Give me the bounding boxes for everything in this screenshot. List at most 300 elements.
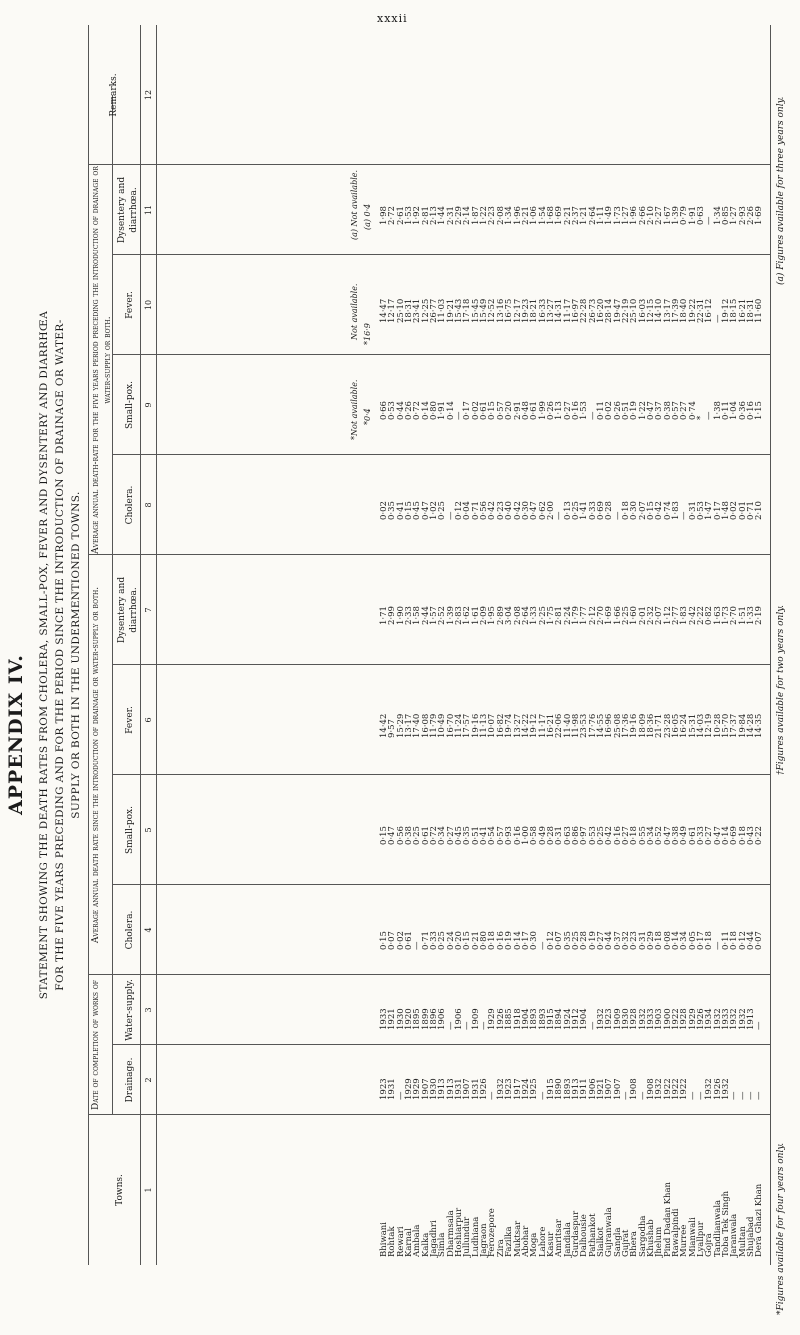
since-fever-row: 13·17 [404,713,415,738]
before-smallpox-row: — [704,411,715,420]
before-cholera-row: 1·48 [721,501,732,520]
water-supply-row: 1912 [570,1008,581,1030]
drainage-row: 1913 [570,1078,581,1100]
since-smallpox-row: 0·45 [454,826,465,845]
since-cholera-row: 0·32 [620,931,631,950]
not-available-note-2: Not available. [350,283,359,340]
since-cholera-row: 0·44 [604,931,615,950]
before-cholera-row: — [679,511,690,520]
water-supply-row: 1913 [746,1008,757,1030]
before-fever-row: 17·18 [462,298,473,323]
since-smallpox-row: 0·14 [721,826,732,845]
town-row: Rewari [395,1226,406,1257]
since-cholera-row: 0·19 [587,931,598,950]
remarks-header: Remarks. [109,73,119,117]
drainage-row: 1915 [545,1078,556,1100]
since-smallpox-row: 0·69 [729,826,740,845]
drainage-row: 1917 [512,1078,523,1100]
since-smallpox-row: 0·56 [395,826,406,845]
footnote-two-years: †Figures available for two years only. [776,605,786,775]
water-supply-row: 1895 [412,1008,423,1030]
towns-column [380,1182,764,1257]
before-fever-row: 26·77 [429,298,440,323]
before-dysentery-row: — [704,216,715,225]
before-cholera-row: 0·40 [504,501,515,520]
drainage-row: — [620,1091,631,1100]
before-cholera-column [380,501,764,520]
since-cholera-column [380,931,764,950]
town-row: Jagraon [479,1223,490,1257]
since-smallpox-row: 0·51 [470,826,481,845]
before-smallpox-row: 0·36 [737,401,748,420]
drainage-row: 1923 [379,1078,389,1100]
since-cholera-row: 0·80 [479,931,490,950]
before-fever-row: 16·12 [704,298,715,323]
since-cholera-row: 0·15 [379,931,389,950]
before-smallpox-row: 0·26 [612,401,623,420]
since-dysentery-row: 1·90 [395,606,406,625]
since-dysentery-row: 2·08 [512,606,523,625]
before-fever-row: 12·17 [512,298,523,323]
before-smallpox-row: 1·15 [754,401,765,420]
since-dysentery-row: 1·12 [662,606,673,625]
since-dysentery-row: 2·70 [595,606,606,625]
sep-water [88,974,770,975]
since-fever-row: 11·24 [454,713,465,738]
since-cholera-row: 0·18 [729,931,740,950]
drainage-row: — [687,1091,698,1100]
since-cholera-row: 0·20 [454,931,465,950]
footnote-three-years: (a) Figures available for three years only. [776,96,786,285]
before-cholera-row: 0·71 [746,501,757,520]
col-num-4: 4 [144,927,153,933]
since-fever-row: 19·84 [737,713,748,738]
since-smallpox-row: 0·18 [629,826,640,845]
since-smallpox-row: 0·61 [687,826,698,845]
since-cholera-row: 0·71 [420,931,431,950]
since-fever-row: 11·40 [562,713,573,738]
water-supply-row: 1932 [637,1008,648,1030]
water-supply-row: 1920 [404,1008,415,1030]
since-dysentery-row: 2·25 [620,606,631,625]
since-dysentery-row: 1·58 [412,606,423,625]
since-dysentery-row: 2·83 [454,606,465,625]
before-fever-row: 18·31 [404,298,415,323]
since-dysentery-row: 2·52 [437,606,448,625]
before-dysentery-row: 2·21 [520,206,531,225]
since-dysentery-row: 1·33 [529,606,540,625]
before-fever-row: 15·45 [470,298,481,323]
since-fever-row: 11·17 [537,713,548,738]
since-cholera-row: 0·17 [520,931,531,950]
before-fever-row: 16·03 [637,298,648,323]
since-smallpox-row: 0·25 [595,826,606,845]
since-dysentery-row: 1·62 [462,606,473,625]
town-row: Sargodha [637,1215,648,1257]
since-dysentery-row: 1·57 [429,606,440,625]
water-supply-row: 1930 [620,1008,631,1030]
before-cholera-row: 0·56 [479,501,490,520]
town-row: Pind Dadan Khan [662,1182,673,1257]
before-dysentery-row: 1·21 [579,206,590,225]
since-fever-row: 14·35 [754,713,765,738]
since-smallpox-row: 0·38 [404,826,415,845]
before-smallpox-row: 0·15 [487,401,498,420]
water-supply-row: 1904 [520,1008,531,1030]
before-dysentery-row: 1·67 [662,206,673,225]
before-smallpox-row: 0·20 [504,401,515,420]
drainage-row: — [637,1091,648,1100]
before-dysentery-row: 2·37 [570,206,581,225]
table-top-rule [88,25,89,1265]
since-fever-row: 14·28 [746,713,757,738]
town-row: Simla [437,1232,448,1257]
before-dysentery-row: 2·14 [462,206,473,225]
before-cholera-row: 0·69 [595,501,606,520]
since-fever-row: 16·08 [420,713,431,738]
since-dysentery-row: 2·70 [729,606,740,625]
since-smallpox-row: 0·38 [671,826,682,845]
before-cholera-row: 1·83 [671,501,682,520]
water-supply-row: 1926 [495,1008,506,1030]
water-supply-row: 1929 [487,1008,498,1030]
col-num-7: 7 [144,607,153,613]
since-cholera-row: 0·27 [595,931,606,950]
before-smallpox-row: 0·11 [721,401,732,420]
col-num-3: 3 [144,1007,153,1013]
since-fever-row: 19·16 [629,713,640,738]
since-dysentery-row: 2·42 [687,606,698,625]
before-dysentery-row: 1·92 [412,206,423,225]
before-cholera-row: 0·42 [512,501,523,520]
before-fever-row: 22·19 [620,298,631,323]
water-supply-row: 1932 [737,1008,748,1030]
since-fever-row: 19·12 [529,713,540,738]
drainage-row: 1911 [579,1078,590,1100]
since-smallpox-row: 0·93 [504,826,515,845]
col-num-11: 11 [144,204,153,216]
since-smallpox-row: 0·53 [587,826,598,845]
before-smallpox-row: 0·16 [746,401,757,420]
water-supply-row: 1923 [604,1008,615,1030]
water-supply-row: 1904 [579,1008,590,1030]
water-supply-row: 1893 [529,1008,540,1030]
before-dysentery-row: 1·91 [687,206,698,225]
drainage-row: 1922 [662,1078,673,1100]
before-fever-row: 14·10 [654,298,665,323]
before-fever-row: 15·49 [479,298,490,323]
town-row: Lahore [537,1226,548,1257]
since-cholera-row: 0·08 [662,931,673,950]
town-row: Lyallpur [696,1221,707,1257]
before-dysentery-row: 1·49 [604,206,615,225]
since-smallpox-row: 0·58 [529,826,540,845]
since-dysentery-row: 2·22 [696,606,707,625]
since-fever-row: 25·08 [612,713,623,738]
before-cholera-row: 0·02 [729,501,740,520]
since-fever-row: 12·19 [704,713,715,738]
since-fever-row: 14·22 [520,713,531,738]
drainage-row: 1932 [721,1078,732,1100]
water-supply-column [380,1008,764,1030]
before-dysentery-row: 2·27 [654,206,665,225]
before-cholera-row: 1·41 [579,501,590,520]
water-supply-row: 1934 [704,1008,715,1030]
since-fever-row: 11·98 [570,713,581,738]
since-fever-row: 16·70 [445,713,456,738]
since-dysentery-row: 1·71 [379,606,389,625]
drainage-row: 1923 [504,1078,515,1100]
since-fever-row: 10·07 [487,713,498,738]
water-supply-row: — [445,1021,456,1030]
town-row: Jullundur [462,1216,473,1257]
since-smallpox-row: 0·97 [579,826,590,845]
before-dysentery-row: 1·34 [712,206,723,225]
town-row: Zira [495,1239,506,1257]
before-dysentery-row: 1·68 [545,206,556,225]
before-cholera-row: 0·28 [604,501,615,520]
since-cholera-row: 0·25 [570,931,581,950]
water-supply-row: 1921 [387,1008,398,1030]
since-dysentery-row: 1·69 [604,606,615,625]
since-dysentery-row: 1·83 [679,606,690,625]
before-cholera-row: 0·30 [520,501,531,520]
since-dysentery-row: 2·25 [537,606,548,625]
since-dysentery-column [380,606,764,625]
water-supply-row: 1922 [671,1008,682,1030]
before-fever-row: 16·20 [595,298,606,323]
before-fever-row: 28·14 [604,298,615,323]
before-fever-row: 17·39 [671,298,682,323]
before-smallpox-header: Small-pox. [125,381,135,429]
before-cholera-row: 0·71 [470,501,481,520]
page-number: xxxii [377,12,408,25]
before-dysentery-row: 1·27 [729,206,740,225]
before-cholera-header: Cholera. [125,485,135,525]
before-smallpox-row: 0·11 [595,401,606,420]
water-supply-row: 1893 [537,1008,548,1030]
col-num-12: 12 [144,89,153,101]
since-fever-row: 21·71 [654,713,665,738]
date-group-header: Date of completion of works of [91,980,101,1110]
town-row: Mianwali [687,1217,698,1257]
before-dysentery-row: 1·06 [529,206,540,225]
sep-before-fever [112,254,770,255]
col-num-6: 6 [144,717,153,723]
before-fever-row: 25·10 [395,298,406,323]
town-row: Dharmsala [445,1210,456,1257]
before-fever-row: — [712,314,723,323]
since-cholera-row: 0·07 [754,931,765,950]
before-smallpox-row: 0·26 [404,401,415,420]
before-fever-row: 16·75 [504,298,515,323]
since-dysentery-row: 2·09 [479,606,490,625]
before-dysentery-row: 1·87 [470,206,481,225]
before-cholera-row: 2·10 [754,501,765,520]
drainage-row: 1913 [445,1078,456,1100]
before-fever-row: 15·43 [454,298,465,323]
before-dysentery-row: 1·69 [554,206,565,225]
before-smallpox-row: 0·80 [429,401,440,420]
before-smallpox-row: * [696,415,707,420]
since-fever-header: Fever. [125,706,135,734]
town-row: Rawalpindi [671,1208,682,1257]
town-row: Hoshiarpur [454,1207,465,1257]
before-fever-row: 18·21 [529,298,540,323]
before-dysentery-row: 2·29 [454,206,465,225]
since-cholera-row: 0·07 [387,931,398,950]
before-fever-row: 18·31 [746,298,757,323]
since-dysentery-row: 2·19 [754,606,765,625]
water-supply-row: 1899 [420,1008,431,1030]
since-fever-row: 18·36 [646,713,656,738]
col-num-2: 2 [144,1077,153,1083]
since-group-header: Average annual death rate since the introduction of drainage or water-supply or both. [91,586,101,944]
before-dysentery-row: 2·10 [646,206,656,225]
drainage-row: 1907 [604,1078,615,1100]
before-dysentery-row: 2·72 [387,206,398,225]
town-row: Sialkot [595,1226,606,1257]
since-cholera-row: 0·12 [545,931,556,950]
drainage-row: 1929 [404,1078,415,1100]
drainage-row: — [395,1091,406,1100]
since-cholera-row: 0·05 [687,931,698,950]
drainage-row: 1932 [495,1078,506,1100]
before-fever-row: 12·25 [420,298,431,323]
since-cholera-row: 0·19 [504,931,515,950]
before-cholera-row: 0·01 [737,501,748,520]
drainage-row: 1908 [629,1078,640,1100]
since-smallpox-row: 0·28 [545,826,556,845]
since-smallpox-row: 0·86 [570,826,581,845]
before-smallpox-row: 0·02 [604,401,615,420]
since-dysentery-row: 2·24 [562,606,573,625]
water-supply-row: 1896 [429,1008,440,1030]
before-cholera-row: 0·35 [387,501,398,520]
since-dysentery-row: 2·77 [671,606,682,625]
since-cholera-row: — [412,941,423,950]
before-smallpox-row: 0·57 [671,401,682,420]
water-supply-row: 1933 [721,1008,732,1030]
before-dysentery-row: 2·66 [637,206,648,225]
since-smallpox-row: 0·15 [379,826,389,845]
town-row: Rohtak [387,1226,398,1257]
since-dysentery-row: 1·75 [545,606,556,625]
before-dysentery-column [380,206,764,225]
before-smallpox-row: 0·51 [620,401,631,420]
since-cholera-row: 0·61 [404,931,415,950]
since-dysentery-row: 2·01 [637,606,648,625]
drainage-row: 1890 [554,1078,565,1100]
before-smallpox-row: 0·57 [495,401,506,420]
col-num-9: 9 [144,402,153,408]
since-dysentery-row: 2·44 [420,606,431,625]
town-row: Muktsar [512,1220,523,1257]
drainage-row: 1906 [587,1078,598,1100]
before-fever-row: 12·52 [487,298,498,323]
before-dysentery-row: 1·11 [595,206,606,225]
water-supply-row: 1932 [729,1008,740,1030]
since-smallpox-row: 0·47 [712,826,723,845]
town-row: Khushab [646,1219,656,1257]
before-fever-row: 19·47 [612,298,623,323]
water-supply-row: 1930 [395,1008,406,1030]
before-fever-row: 12·17 [387,298,398,323]
since-smallpox-row: 0·52 [654,826,665,845]
since-smallpox-row: 0·55 [637,826,648,845]
drainage-row: 1908 [646,1078,656,1100]
before-fever-row: 12·15 [646,298,656,323]
water-supply-row: 1906 [437,1008,448,1030]
before-cholera-row: 0·53 [696,501,707,520]
since-smallpox-row: 0·34 [437,826,448,845]
sep-since-smallpox [112,774,770,775]
drainage-row: 1931 [454,1078,465,1100]
before-cholera-row: 0·25 [570,501,581,520]
before-dysentery-row: 2·81 [420,206,431,225]
before-smallpox-row: 1·38 [712,401,723,420]
before-smallpox-row: 2·91 [512,401,523,420]
before-cholera-row: 0·41 [395,501,406,520]
since-smallpox-row: 0·43 [746,826,757,845]
water-supply-header: Water-supply. [125,979,135,1041]
sep-before-cholera [112,454,770,455]
before-dysentery-row: 1·73 [612,206,623,225]
footnote-four-years: *Figures available for four years only. [776,1142,786,1315]
since-cholera-row: 0·23 [629,931,640,950]
since-fever-row: 14·42 [379,713,389,738]
since-smallpox-row: 0·35 [462,826,473,845]
before-cholera-row: 0·15 [646,501,656,520]
drainage-row: 1926 [712,1078,723,1100]
town-row: Pathankot [587,1213,598,1257]
before-dysentery-row: 1·44 [437,206,448,225]
statement-heading: STATEMENT SHOWING THE DEATH RATES FROM CHOLERA, SMALL-POX, FEVER AND DYSENTERY AND DIARRHŒA FOR THE FIVE YEARS PRECEDING AND FOR THE PERIOD SINCE THE INTRODUCTION OF DRAINAGE OR WATER-SUPPLY OR BOTH IN THE UNDERMENTIONED TOWNS. [38,310,82,1000]
before-cholera-row: 0·23 [495,501,506,520]
before-cholera-row: 1·47 [704,501,715,520]
since-smallpox-row: 0·57 [495,826,506,845]
water-supply-row: 1928 [679,1008,690,1030]
since-smallpox-row: 0·27 [620,826,631,845]
town-row: Jhelum [654,1226,665,1257]
before-fever-row: 18·40 [679,298,690,323]
before-cholera-row: 0·12 [454,501,465,520]
drainage-row: 1921 [595,1078,606,1100]
since-dysentery-row: 1·77 [579,606,590,625]
town-row: Dera Ghazi Khan [754,1183,765,1257]
water-supply-row: 1909 [612,1008,623,1030]
since-smallpox-row: 0·42 [604,826,615,845]
since-dysentery-row: 2·89 [495,606,506,625]
before-cholera-row: 0·33 [587,501,598,520]
before-dysentery-row: 2·93 [737,206,748,225]
before-smallpox-row: 0·27 [679,401,690,420]
drainage-row: 1907 [462,1078,473,1100]
town-row: Jandiala [562,1222,573,1257]
water-supply-row: — [462,1021,473,1030]
water-supply-row: 1932 [712,1008,723,1030]
since-cholera-row: 0·11 [721,931,732,950]
before-smallpox-row: 0·61 [479,401,490,420]
before-cholera-row: 0·04 [462,501,473,520]
since-smallpox-row: 0·41 [479,826,490,845]
since-dysentery-row: 2·99 [387,606,398,625]
since-smallpox-row: 0·61 [420,826,431,845]
since-cholera-row: — [712,941,723,950]
before-fever-column [380,299,764,323]
drainage-row: — [487,1091,498,1100]
since-fever-row: 10·28 [712,713,723,738]
